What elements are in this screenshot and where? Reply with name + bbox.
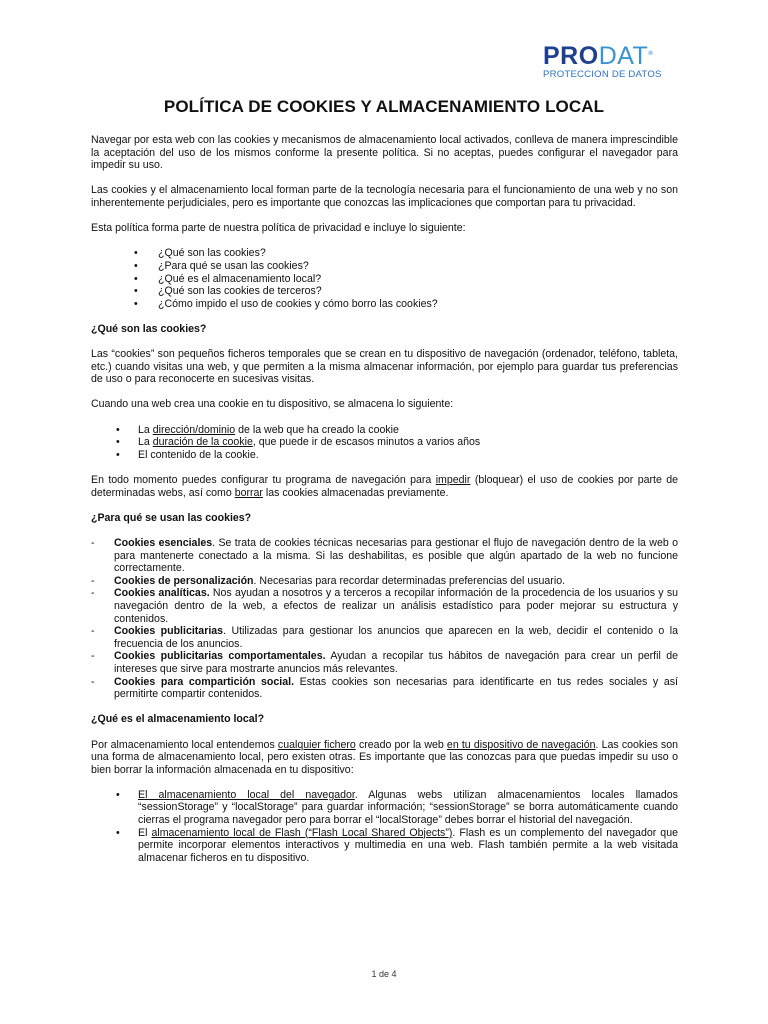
device-link[interactable]: en tu dispositivo de navegación [446,738,596,751]
intro-paragraph-1: Navegar por esta web con las cookies y mecanismos de almacenamiento local activados, conlleva de manera imprescindible la aceptación del uso de los mismos conforme la presente política. Si no aceptas, puedes configurar el navegador para impedir su uso. [91,134,678,172]
list-item [91,827,678,865]
toc-item: • ¿Qué son las cookies? [91,247,678,260]
list-item [91,537,678,575]
delete-link[interactable]: borrar [234,486,263,499]
text: (bloquear) el uso de cookies por parte de determinadas webs, así como [91,474,679,499]
section-heading-what-are-cookies: ¿Qué son las cookies? [91,322,207,335]
intro-paragraph-3: Esta política forma parte de nuestra política de privacidad e incluye lo siguiente: [91,222,466,235]
term: Cookies analíticas. [114,587,210,600]
term: Cookies esenciales [114,537,213,549]
block-link[interactable]: impedir [435,474,471,487]
local-storage-list [91,789,678,865]
toc-item: • ¿Qué son las cookies de terceros? [91,285,678,298]
text: las cookies almacenadas previamente. [262,486,449,499]
duration-link[interactable]: duración de la cookie [152,436,253,449]
prodat-logo [543,44,683,80]
any-file-link[interactable]: cualquier fichero [277,738,356,751]
list-item [91,424,678,437]
cookie-types-list [91,537,678,701]
cookies-stored-intro: Cuando una web crea una cookie en tu dispositivo, se almacena lo siguiente: [91,398,454,411]
text: . Necesarias para recordar determinadas preferencias del usuario. [253,574,566,587]
text: En todo momento puedes configurar tu programa de navegación para [91,474,436,487]
term: Cookies para compartición social. [114,675,295,688]
list-item: • El contenido de la cookie. [91,449,678,462]
toc-item: • ¿Cómo impido el uso de cookies y cómo borro las cookies? [91,298,678,311]
toc-list [91,247,678,310]
text: . Algunas webs utilizan almacenamientos locales llamados “sessionStorage” y “localStorage” para guardar información; “sessionStorage” se borra automáticamente cuando cierras el programa navegador pero para borrar el “localStorage” debes borrar el historial del navegación. [138,788,678,827]
toc-item: • ¿Para qué se usan las cookies? [91,260,678,273]
term: Cookies publicitarias [114,625,224,638]
text: Estas cookies son necesarias para identificarte en tus redes sociales y así permitirte compartir contenidos. [114,675,678,701]
text: de la web que ha creado la cookie [235,423,399,436]
cookies-definition-paragraph: Las “cookies” son pequeños ficheros temporales que se crean en tu dispositivo de navegación (ordenador, teléfono, tableta, etc.) cuando visitas una web, y que permiten a la misma almacenar información, por ejemplo para guardar tus preferencias de uso o para reconocerte en sucesivas visitas. [91,348,678,386]
text: . Flash es un complemento del navegador que permite incorporar elementos interactivos y multimedia en una web. Flash también permite a la web visitada almacenar ficheros en tu dispositivo. [138,826,678,864]
term: Cookies de personalización [114,574,254,587]
list-item [91,676,678,701]
logo-tagline: PROTECCION DE DATOS [543,69,662,80]
term: Cookies publicitarias comportamentales. [114,650,326,663]
list-item [91,587,678,625]
document-title: POLÍTICA DE COOKIES Y ALMACENAMIENTO LOCAL [163,97,605,116]
text: creado por la web [355,738,447,751]
page-number: 1 de 4 [371,969,397,979]
logo-wordmark [543,44,683,68]
text: . Se trata de cookies técnicas necesarias para gestionar el flujo de navegación dentro de la web o para mantenerte conectado a la misma. Si las deshabilitas, es posible que algún apartado de la web no funcione correctamente. [114,537,678,575]
document-body [91,134,678,877]
text: El [138,826,152,839]
configure-browser-paragraph [91,474,678,499]
domain-link[interactable]: dirección/dominio [152,423,236,436]
section-heading-cookie-uses: ¿Para qué se usan las cookies? [91,511,252,524]
list-item [91,625,678,650]
text: La [138,423,153,436]
text: . Utilizadas para gestionar los anuncios que aparecen en la web, decidir el contenido o la frecuencia de los anuncios. [114,625,678,650]
text: Por almacenamiento local entendemos [91,738,278,751]
list-item [91,575,678,588]
registered-mark: ® [648,51,654,57]
section-heading-local-storage: ¿Qué es el almacenamiento local? [91,713,265,726]
list-item [91,789,678,827]
logo-brand-bold: PRO [543,42,599,70]
text: . Las cookies son una forma de almacenamiento local, pero existen otras. Es importante que las conozcas para que puedas impedir su uso o bien borrar la información almacenada en tu dispositivo: [91,738,678,776]
local-storage-paragraph [91,739,678,777]
text: , que puede ir de escasos minutos a varios años [252,436,481,449]
toc-item: • ¿Qué es el almacenamiento local? [91,273,678,286]
list-item [91,650,678,675]
text: Ayudan a recopilar tus hábitos de navegación para crear un perfil de intereses que sirve para mostrarte anuncios más relevantes. [114,650,678,675]
browser-storage-link[interactable]: El almacenamiento local del navegador [138,788,355,801]
flash-storage-link[interactable]: almacenamiento local de Flash (“Flash Local Shared Objects”) [151,826,453,839]
list-item [91,436,678,449]
text: La [138,436,153,449]
logo-brand-light: DAT [598,42,649,70]
text: Nos ayudan a nosotros y a terceros a recopilar información de la procedencia de los usuarios y su navegación dentro de la web, a efectos de realizar un análisis estadístico para poder mejorar su estructura y contenidos. [114,587,679,625]
cookie-stored-list [91,424,678,462]
intro-paragraph-2: Las cookies y el almacenamiento local forman parte de la tecnología necesaria para el funcionamiento de una web y no son inherentemente perjudiciales, pero es importante que conozcas las implicaciones que comportan para tu privacidad. [91,184,678,209]
